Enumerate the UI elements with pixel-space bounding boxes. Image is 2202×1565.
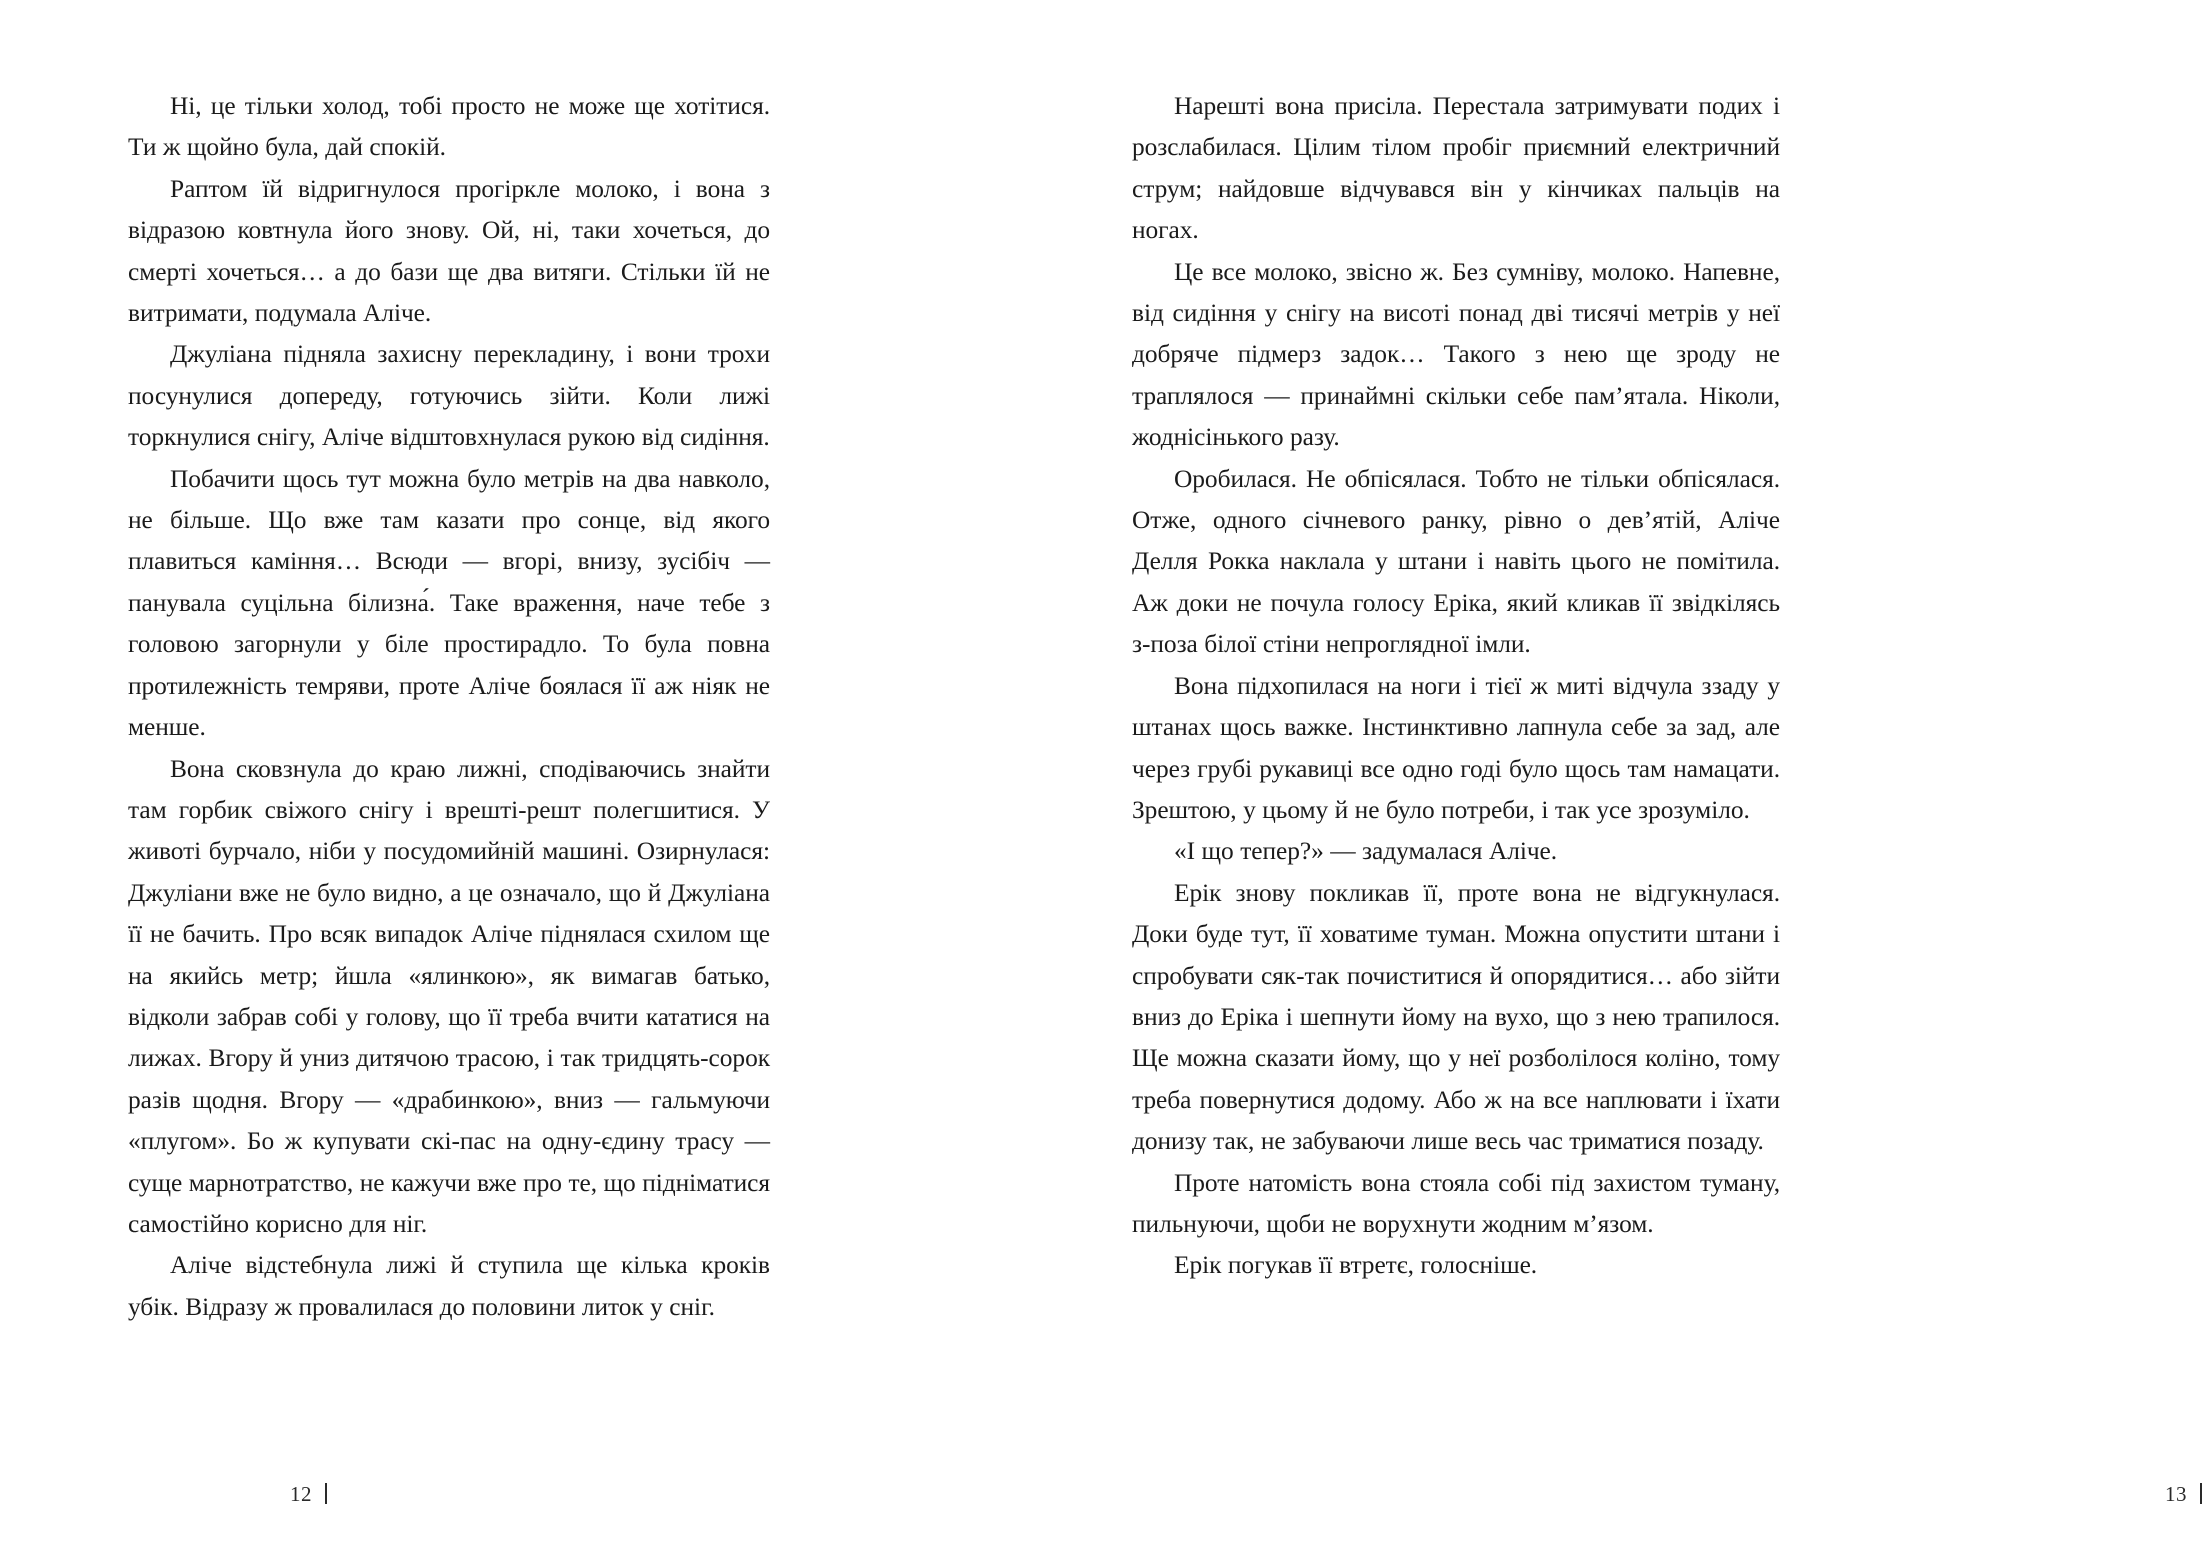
folio-rule-icon <box>325 1483 327 1504</box>
paragraph: Побачити щось тут можна було метрів на два навколо, не більше. Що вже там казати про сонце, від якого плавиться каміння… Всюди — вгорі, внизу, зусібіч — панувала суцільна білизна́. Таке враження, наче тебе з головою загорнули у біле простирадло. То була повна протилежність темряви, проте Аліче боялася її аж ніяк не менше. <box>128 464 770 742</box>
paragraph: Проте натомість вона стояла собі під захистом туману, пильнуючи, щоби не ворухнути жодним м’язом. <box>1132 1168 1780 1238</box>
left-page <box>0 0 960 1565</box>
paragraph: Раптом їй відригнулося прогіркле молоко, і вона з відразою ковтнула його знову. Ой, ні, таки хочеться, до смерті хочеться… а до бази ще два витяги. Стільки їй не витримати, подумала Аліче. <box>128 174 770 328</box>
paragraph: Джуліана підняла захисну перекладину, і вони трохи посунулися допереду, готуючись зійти. Коли лижі торкнулися снігу, Аліче відштовхнулася рукою від сидіння. <box>128 340 770 452</box>
paragraph: Вона сковзнула до краю лижні, сподіваючись знайти там горбик свіжого снігу і врешті-решт полегшитися. У животі бурчало, ніби у посудомийній машині. Озирнулася: Джуліани вже не було видно, а це означало, що й Джуліана її не бачить. Про всяк випадок Аліче піднялася схилом ще на якийсь метр; йшла «ялинкою», як вимагав батько, відколи забрав собі у голову, що її треба вчити кататися на лижах. Вгору й униз дитячою трасою, і так тридцять-сорок разів щодня. Вгору — «драбинкою», вниз — гальмуючи «плугом». Бо ж купувати скі-пас на одну-єдину трасу — суще марнотратство, не кажучи вже про те, що підніматися самостійно корисно для ніг. <box>128 754 770 1238</box>
paragraph: «І що тепер?» — задумалася Аліче. <box>1174 837 1558 866</box>
paragraph: Вона підхопилася на ноги і тієї ж миті відчула ззаду у штанах щось важке. Інстинктивно лапнула себе за зад, але через грубі рукавиці все одно годі було щось там намацати. Зрештою, у цьому й не було потреби, і так усе зрозуміло. <box>1132 671 1780 824</box>
paragraph: Оробилася. Не обпісялася. Тобто не тільки обпісялася. Отже, одного січневого ранку, рівно о дев’ятій, Аліче Делля Рокка наклала у штани і навіть цього не помітила. Аж доки не почула голосу Еріка, який кликав її звідкілясь з-поза білої стіни непроглядної імли. <box>1132 464 1780 659</box>
right-page-text <box>1132 86 1780 1287</box>
paragraph: Це все молоко, звісно ж. Без сумніву, молоко. Напевне, від сидіння у снігу на висоті понад дві тисячі метрів у неї добряче підмерз задок… Такого з нею ще зроду не траплялося — принаймні скільки себе пам’ятала. Ніколи, жоднісінького разу. <box>1132 257 1780 452</box>
paragraph: Ерік знову покликав її, проте вона не відгукнулася. Доки буде тут, її ховатиме туман. Можна опустити штани і спробувати сяк-так почиститися й опорядитися… або зійти вниз до Еріка і шепнути йому на вухо, що з нею трапилося. Ще можна сказати йому, що у неї розболілося коліно, тому треба повернутися додому. Або ж на все наплювати і їхати донизу так, не забуваючи лише весь час триматися позаду. <box>1132 878 1780 1156</box>
page-number: 12 <box>290 1482 312 1506</box>
paragraph: Аліче відстебнула лижі й ступила ще кілька кроків убік. Відразу ж провалилася до половини литок у сніг. <box>128 1251 770 1321</box>
left-page-text <box>128 86 770 1328</box>
page-folio-left <box>290 1480 327 1505</box>
page-folio-right <box>2165 1480 2202 1505</box>
paragraph: Нарешті вона присіла. Перестала затримувати подих і розслабилася. Цілим тілом пробіг приємний електричний струм; найдовше відчувався він у кінчиках пальців на ногах. <box>1132 92 1780 245</box>
right-page <box>960 0 2187 1565</box>
paragraph: Ерік погукав її втретє, голосніше. <box>1174 1251 1538 1280</box>
page-number: 13 <box>2165 1482 2187 1506</box>
paragraph: Ні, це тільки холод, тобі просто не може ще хотітися. Ти ж щойно була, дай спокій. <box>128 92 770 162</box>
